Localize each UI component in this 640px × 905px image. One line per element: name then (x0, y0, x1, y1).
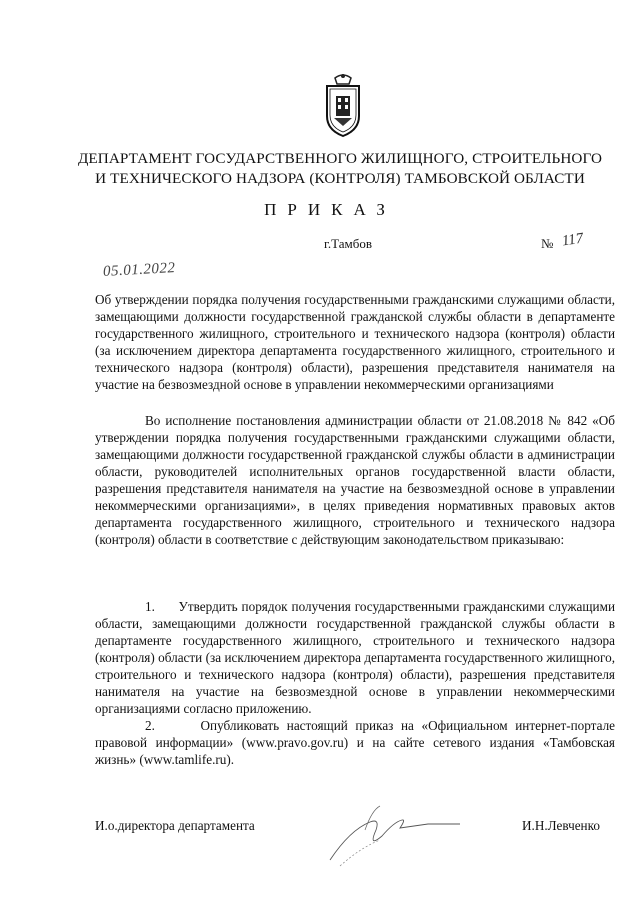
order-date-handwritten: 05.01.2022 (102, 260, 176, 280)
signatory-name: И.Н.Левченко (522, 818, 600, 833)
order-item (95, 598, 615, 717)
department-name-line-2: И ТЕХНИЧЕСКОГО НАДЗОРА (КОНТРОЛЯ) ТАМБОВСКОЙ ОБЛАСТИ (95, 170, 585, 187)
city-label: г.Тамбов (324, 236, 372, 251)
item-number: 2. (145, 718, 155, 733)
item-number: 1. (145, 599, 155, 614)
order-number-handwritten: 117 (560, 230, 585, 250)
signatory-title: И.о.директора департамента (95, 818, 255, 833)
document-type-title: ПРИКАЗ (264, 200, 396, 219)
coat-of-arms-emblem (323, 72, 363, 138)
order-item (95, 717, 615, 768)
order-items (95, 598, 615, 768)
order-number-label: № (541, 236, 554, 251)
item-text: Утвердить порядок получения государственными гражданскими служащими области, замещающими должности государственной гражданской службы области в департаменте государственного жилищного, строительного и технического надзора (контроля) области (за исключением директора департамента государственного жилищного, строительного и технического надзора (контроля) области), разрешения представителя нанимателя на участие на безвозмездной основе в управлении некоммерческими организациями согласно приложению. (95, 599, 615, 716)
department-name-line-1: ДЕПАРТАМЕНТ ГОСУДАРСТВЕННОГО ЖИЛИЩНОГО, СТРОИТЕЛЬНОГО (77, 150, 603, 167)
handwritten-signature (310, 800, 460, 870)
order-subject: Об утверждении порядка получения государственными гражданскими служащими области, замещающими должности государственной гражданской службы области в департаменте государственного жилищного, строительного и технического надзора (контроля) области (за исключением директора департамента государственного жилищного, строительного и технического надзора (контроля) области), разрешения представителя нанимателя на участие на безвозмездной основе в управлении некоммерческими организациями (95, 292, 615, 392)
item-text: Опубликовать настоящий приказ на «Официальном интернет-портале правовой информации» (www.pravo.gov.ru) и на сайте сетевого издания «Тамбовская жизнь» (www.tamlife.ru). (95, 718, 616, 767)
order-preamble: Во исполнение постановления администрации области от 21.08.2018 № 842 «Об утверждении порядка получения государственными гражданскими служащими области, замещающими должности государственной гражданской службы области в администрации области, руководителей исполнительных органов государственной власти области, разрешения представителя нанимателя на участие на безвозмездной основе в управлении некоммерческими организациями», в целях приведения нормативных правовых актов департамента государственного жилищного, строительного и технического надзора (контроля) области в соответствие с действующим законодательством приказываю: (95, 413, 615, 547)
